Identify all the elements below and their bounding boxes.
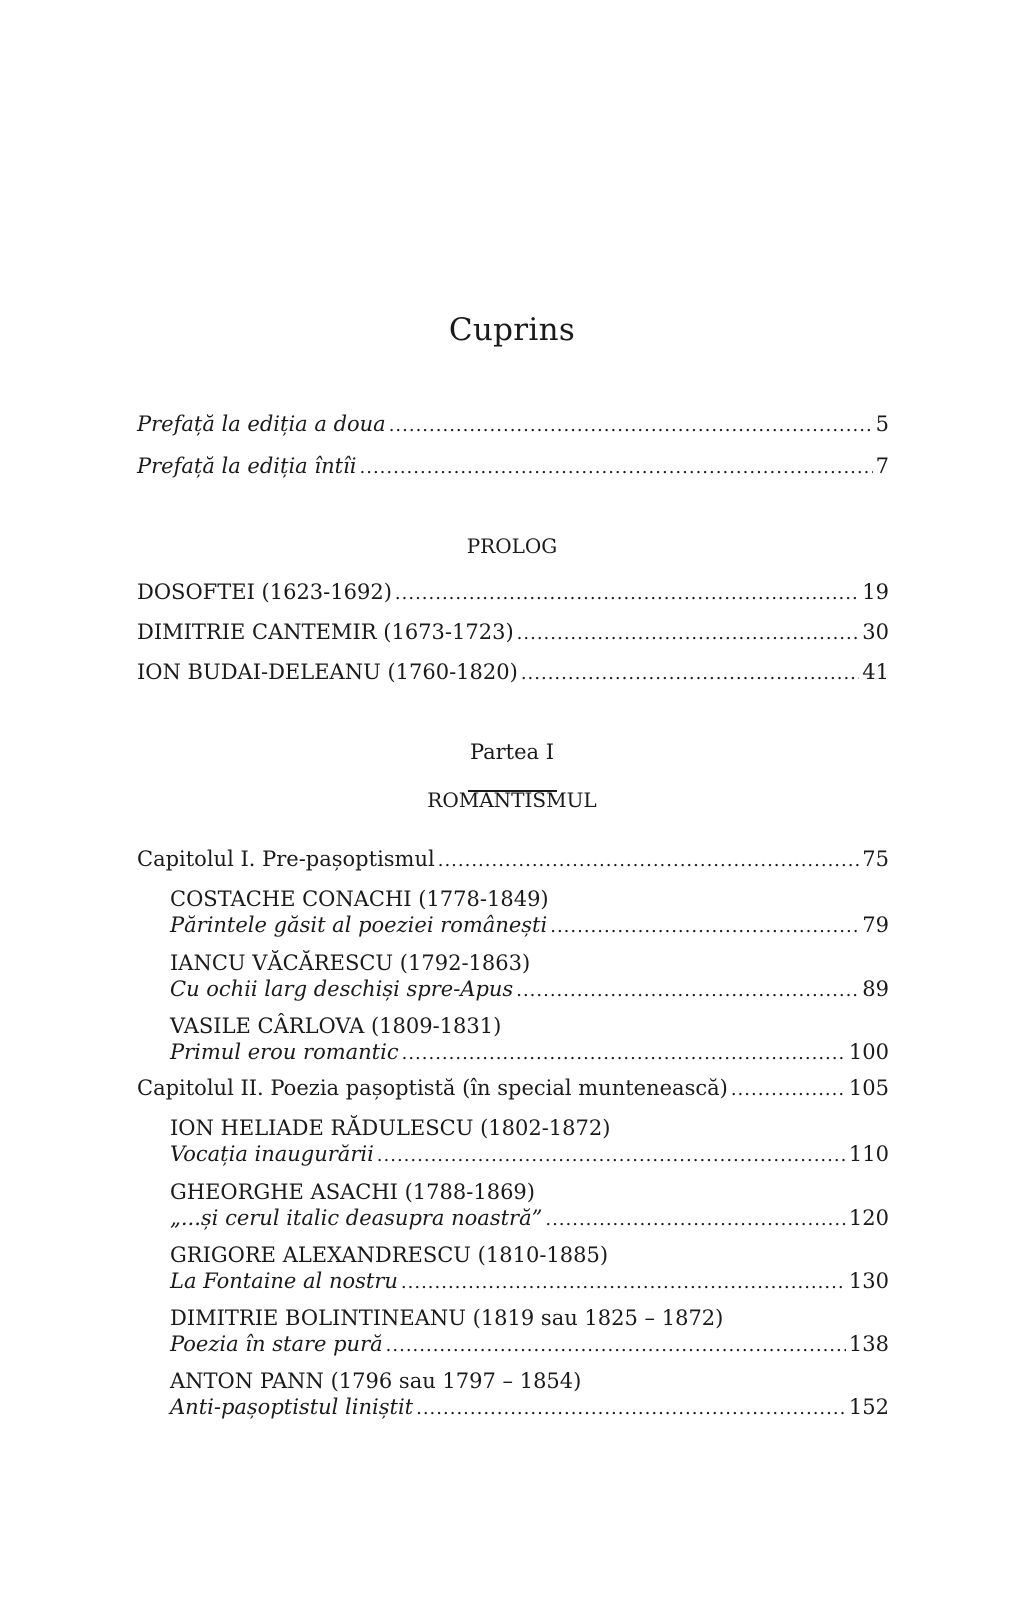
page-title: Cuprins <box>448 312 576 348</box>
dot-leader <box>521 660 859 688</box>
author-name-heliade: ION HELIADE RĂDULESCU (1802-1872) <box>170 1116 611 1140</box>
toc-entry-pann[interactable] <box>170 1393 889 1421</box>
author-name-bolintineanu: DIMITRIE BOLINTINEANU (1819 sau 1825 – 1872) <box>170 1306 724 1330</box>
dot-leader <box>402 1040 846 1068</box>
toc-entry-label: La Fontaine al nostru <box>170 1269 398 1293</box>
toc-page-number: 100 <box>848 1040 889 1064</box>
toc-page-number: 5 <box>875 412 889 436</box>
author-name-pann: ANTON PANN (1796 sau 1797 – 1854) <box>170 1369 582 1393</box>
toc-page-number: 89 <box>862 977 889 1001</box>
toc-page-number: 120 <box>848 1206 889 1230</box>
dot-leader <box>731 1076 846 1104</box>
toc-entry-label: ION BUDAI-DELEANU (1760-1820) <box>137 660 518 684</box>
dot-leader <box>395 580 859 608</box>
toc-entry-label: Capitolul I. Pre-pașoptismul <box>137 847 435 871</box>
toc-page-number: 41 <box>862 660 889 684</box>
section-heading-prolog: PROLOG <box>466 534 558 558</box>
author-name-alexandrescu: GRIGORE ALEXANDRESCU (1810-1885) <box>170 1243 609 1267</box>
toc-entry-bolintineanu[interactable] <box>170 1330 889 1358</box>
toc-entry-label: Primul erou romantic <box>170 1040 399 1064</box>
toc-entry-label: DOSOFTEI (1623-1692) <box>137 580 392 604</box>
author-name-carlova: VASILE CÂRLOVA (1809-1831) <box>170 1014 502 1038</box>
toc-page-number: 19 <box>862 580 889 604</box>
author-name-conachi: COSTACHE CONACHI (1778-1849) <box>170 887 549 911</box>
toc-entry-label: „...și cerul italic deasupra noastră” <box>170 1206 543 1230</box>
dot-leader <box>545 1206 846 1234</box>
section-heading-romantismul: ROMANTISMUL <box>427 788 597 812</box>
toc-entry-label: Cu ochii larg deschiși spre-Apus <box>170 977 514 1001</box>
toc-entry-label: Poezia în stare pură <box>170 1332 383 1356</box>
toc-entry-asachi[interactable] <box>170 1204 889 1232</box>
toc-entry-carlova[interactable] <box>170 1038 889 1066</box>
toc-entry-heliade[interactable] <box>170 1140 889 1168</box>
toc-entry-preface-first-edition[interactable] <box>137 452 889 480</box>
toc-page-number: 130 <box>848 1269 889 1293</box>
toc-chapter-2[interactable] <box>137 1074 889 1102</box>
dot-leader <box>550 913 859 941</box>
dot-leader <box>401 1269 846 1297</box>
toc-entry-label: Vocația inaugurării <box>170 1142 374 1166</box>
toc-page-number: 105 <box>848 1076 889 1100</box>
toc-page-number: 79 <box>862 913 889 937</box>
dot-leader <box>389 412 873 440</box>
toc-page-number: 152 <box>848 1395 889 1419</box>
part-label-wrap <box>0 738 1024 766</box>
toc-entry-conachi[interactable] <box>170 911 889 939</box>
toc-page-number: 138 <box>848 1332 889 1356</box>
dot-leader <box>377 1142 846 1170</box>
toc-chapter-1[interactable] <box>137 845 889 873</box>
toc-entry-label: Capitolul II. Poezia pașoptistă (în special muntenească) <box>137 1076 728 1100</box>
toc-entry-budai-deleanu[interactable] <box>137 658 889 686</box>
toc-entry-vacarescu[interactable] <box>170 975 889 1003</box>
toc-entry-label: Părintele găsit al poeziei românești <box>170 913 548 937</box>
dot-leader <box>360 454 873 482</box>
dot-leader <box>416 1395 846 1423</box>
toc-entry-label: DIMITRIE CANTEMIR (1673-1723) <box>137 620 514 644</box>
toc-entry-preface-second-edition[interactable] <box>137 410 889 438</box>
toc-entry-dosoftei[interactable] <box>137 578 889 606</box>
dot-leader <box>438 847 860 875</box>
toc-page-number: 7 <box>875 454 889 478</box>
toc-page-number: 110 <box>848 1142 889 1166</box>
toc-page-number: 30 <box>862 620 889 644</box>
dot-leader <box>516 977 859 1005</box>
part-label: Partea I <box>469 740 555 764</box>
toc-entry-label: Prefață la ediția întîi <box>137 454 357 478</box>
toc-entry-label: Prefață la ediția a doua <box>137 412 386 436</box>
toc-page-number: 75 <box>862 847 889 871</box>
dot-leader <box>517 620 860 648</box>
dot-leader <box>386 1332 846 1360</box>
author-name-asachi: GHEORGHE ASACHI (1788-1869) <box>170 1180 535 1204</box>
toc-entry-alexandrescu[interactable] <box>170 1267 889 1295</box>
toc-entry-label: Anti-pașoptistul liniștit <box>170 1395 414 1419</box>
author-name-vacarescu: IANCU VĂCĂRESCU (1792-1863) <box>170 951 531 975</box>
toc-entry-cantemir[interactable] <box>137 618 889 646</box>
